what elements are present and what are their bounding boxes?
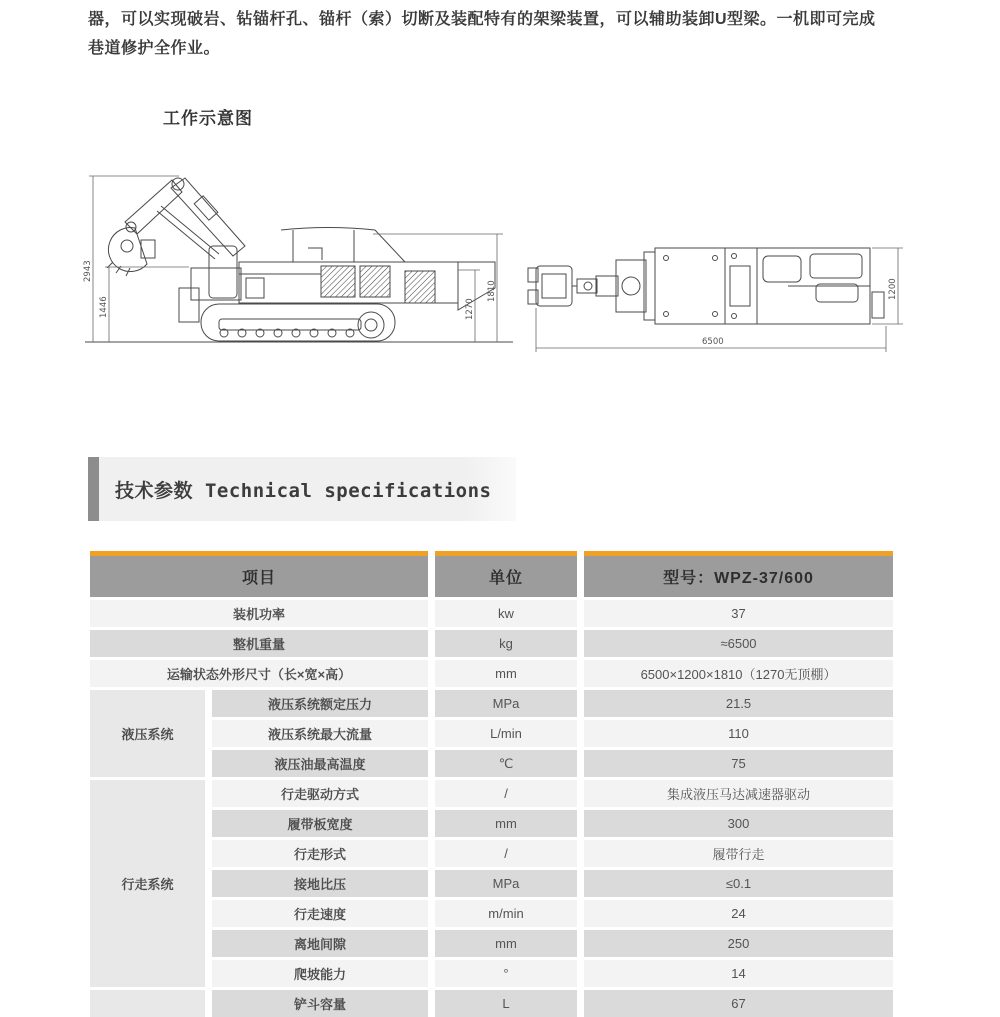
spec-unit-cell: kg (435, 630, 577, 657)
spec-value-cell: 21.5 (584, 690, 893, 717)
spec-value-cell: ≈6500 (584, 630, 893, 657)
spec-unit-cell: mm (435, 810, 577, 837)
spec-value-cell: 履带行走 (584, 840, 893, 867)
spec-item-cell: 整机重量 (90, 630, 428, 657)
spec-unit-cell: MPa (435, 870, 577, 897)
machine-top-view-drawing (520, 232, 916, 368)
spec-item-cell: 接地比压 (212, 870, 428, 897)
section-heading-text: 技术参数 Technical specifications (115, 479, 492, 502)
spec-unit-cell: MPa (435, 690, 577, 717)
spec-unit-cell: m/min (435, 900, 577, 927)
spec-item-cell: 行走驱动方式 (212, 780, 428, 807)
spec-value-cell: 24 (584, 900, 893, 927)
spec-value-cell: 300 (584, 810, 893, 837)
machine-side-view-drawing (83, 170, 515, 356)
dim-width: 1200 (888, 278, 898, 300)
section-heading (88, 457, 516, 521)
spec-value-cell: 250 (584, 930, 893, 957)
spec-value-cell: 14 (584, 960, 893, 987)
intro-paragraph (88, 5, 920, 63)
spec-item-cell: 运输状态外形尺寸（长×宽×高） (90, 660, 428, 687)
spec-unit-cell: L/min (435, 720, 577, 747)
spec-item-cell: 液压系统额定压力 (212, 690, 428, 717)
spec-group-cell: 行走系统 (90, 780, 205, 987)
spec-item-cell: 行走形式 (212, 840, 428, 867)
col-header-item: 项目 (90, 551, 428, 597)
dim-length: 6500 (702, 337, 724, 347)
spec-group-cell: 液压系统 (90, 690, 205, 777)
spec-group-cell (90, 990, 205, 1017)
spec-value-cell: 67 (584, 990, 893, 1017)
spec-item-cell: 液压系统最大流量 (212, 720, 428, 747)
spec-item-cell: 离地间隙 (212, 930, 428, 957)
spec-table (90, 600, 893, 1017)
spec-value-cell: 6500×1200×1810（1270无顶棚） (584, 660, 893, 687)
spec-item-cell: 履带板宽度 (212, 810, 428, 837)
spec-value-cell: 75 (584, 750, 893, 777)
dim-total-height: 2943 (83, 260, 93, 282)
spec-unit-cell: mm (435, 930, 577, 957)
spec-item-cell: 装机功率 (90, 600, 428, 627)
spec-unit-cell: ℃ (435, 750, 577, 777)
spec-value-cell: ≤0.1 (584, 870, 893, 897)
spec-value-cell: 110 (584, 720, 893, 747)
dim-height-with-canopy: 1810 (487, 280, 497, 302)
spec-unit-cell: L (435, 990, 577, 1017)
spec-value-cell: 37 (584, 600, 893, 627)
spec-unit-cell: / (435, 780, 577, 807)
spec-item-cell: 行走速度 (212, 900, 428, 927)
dim-height-no-canopy: 1270 (465, 298, 475, 320)
spec-unit-cell: ° (435, 960, 577, 987)
spec-unit-cell: kw (435, 600, 577, 627)
spec-unit-cell: / (435, 840, 577, 867)
spec-item-cell: 铲斗容量 (212, 990, 428, 1017)
spec-unit-cell: mm (435, 660, 577, 687)
dim-lower-height: 1446 (99, 296, 109, 318)
spec-item-cell: 爬坡能力 (212, 960, 428, 987)
diagram-heading: 工作示意图 (163, 109, 253, 128)
intro-line-1: 器，可以实现破岩、钻锚杆孔、锚杆（索）切断及装配特有的架梁装置，可以辅助装卸U型梁。一机即可完成 (88, 11, 876, 28)
heading-accent-bar (88, 457, 99, 521)
spec-value-cell: 集成液压马达减速器驱动 (584, 780, 893, 807)
col-header-unit: 单位 (435, 551, 577, 597)
intro-line-2: 巷道修护全作业。 (88, 40, 221, 57)
col-header-model: 型号：WPZ-37/600 (584, 551, 893, 597)
spec-table-header (90, 551, 893, 597)
spec-item-cell: 液压油最高温度 (212, 750, 428, 777)
